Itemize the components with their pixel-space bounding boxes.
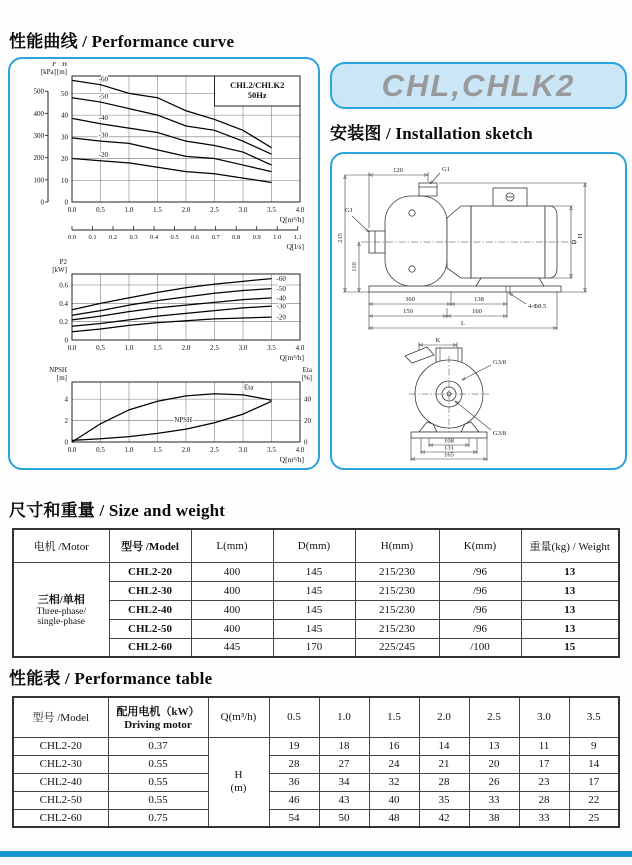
driving-motor-header xyxy=(108,697,208,737)
kw-cell: 0.55 xyxy=(108,755,208,773)
svg-text:Q[l/s]: Q[l/s] xyxy=(286,242,304,251)
svg-text:-50: -50 xyxy=(276,285,286,294)
l-cell: 445 xyxy=(191,638,273,657)
dim-138-label: 138 xyxy=(474,296,484,303)
svg-text:0.7: 0.7 xyxy=(211,234,220,241)
svg-text:0.5: 0.5 xyxy=(96,206,105,214)
svg-text:0: 0 xyxy=(40,198,44,207)
dim-165-label: 165 xyxy=(444,451,454,459)
svg-text:0.5: 0.5 xyxy=(170,234,179,241)
flow-col-header: 3.5 xyxy=(569,697,619,737)
head-value: 50 xyxy=(319,809,369,827)
svg-text:Q[m³/h]: Q[m³/h] xyxy=(279,353,304,362)
motor-type-en2: single-phase xyxy=(37,617,85,628)
svg-text:4.0: 4.0 xyxy=(295,446,305,454)
model-cell: CHL2-40 xyxy=(13,773,108,791)
head-value: 23 xyxy=(519,773,569,791)
svg-text:NPSH: NPSH xyxy=(174,416,193,425)
h-header: H(mm) xyxy=(355,529,439,562)
head-value: 27 xyxy=(319,755,369,773)
svg-text:2.5: 2.5 xyxy=(210,206,219,214)
svg-text:0.0: 0.0 xyxy=(67,446,77,454)
svg-text:40: 40 xyxy=(61,111,68,120)
head-value: 20 xyxy=(469,755,519,773)
svg-text:CHL2/CHLK2: CHL2/CHLK2 xyxy=(230,80,285,90)
installation-sketch-panel xyxy=(330,152,627,470)
svg-text:1.5: 1.5 xyxy=(153,206,162,214)
d-cell: 145 xyxy=(273,619,355,638)
performance-table-heading: 性能表 / Performance table xyxy=(9,669,213,688)
model-header: 型号 /Model xyxy=(13,697,108,737)
svg-text:0.2: 0.2 xyxy=(108,234,118,241)
weight-cell: 15 xyxy=(521,638,619,657)
svg-text:[kPa]: [kPa] xyxy=(40,68,56,76)
flow-col-header: 0.5 xyxy=(269,697,319,737)
svg-text:Eta: Eta xyxy=(302,366,312,374)
svg-text:30: 30 xyxy=(61,133,68,142)
table-header-row xyxy=(13,697,619,737)
svg-text:-30: -30 xyxy=(98,131,109,140)
model-header: 型号 /Model xyxy=(109,529,191,562)
head-unit: (m) xyxy=(230,781,247,794)
model-cell: CHL2-60 xyxy=(13,809,108,827)
head-value: 11 xyxy=(519,737,569,755)
l-cell: 400 xyxy=(191,600,273,619)
weight-header: 重量(kg) / Weight xyxy=(521,529,619,562)
head-value: 36 xyxy=(269,773,319,791)
svg-text:-30: -30 xyxy=(276,302,286,311)
svg-text:3.5: 3.5 xyxy=(267,446,276,454)
svg-text:H: H xyxy=(61,62,67,68)
head-value: 14 xyxy=(419,737,469,755)
svg-text:0.4: 0.4 xyxy=(59,299,68,308)
h-cell: 215/230 xyxy=(355,562,439,581)
head-unit-cell xyxy=(208,737,269,827)
svg-text:0.1: 0.1 xyxy=(88,234,97,241)
dim-D-label: D xyxy=(571,239,578,245)
l-cell: 400 xyxy=(191,581,273,600)
head-value: 34 xyxy=(319,773,369,791)
svg-text:Q[m³/h]: Q[m³/h] xyxy=(279,455,304,464)
svg-text:1.0: 1.0 xyxy=(273,234,282,241)
svg-text:0.8: 0.8 xyxy=(232,234,241,241)
svg-text:1.0: 1.0 xyxy=(124,206,134,214)
svg-text:[kW]: [kW] xyxy=(52,266,67,274)
svg-text:4.0: 4.0 xyxy=(295,206,305,214)
svg-text:40: 40 xyxy=(304,395,311,404)
model-cell: CHL2-50 xyxy=(109,619,191,638)
driving-motor-en: Driving motor xyxy=(124,719,192,732)
k-header: K(mm) xyxy=(439,529,521,562)
head-value: 24 xyxy=(369,755,419,773)
k-cell: /96 xyxy=(439,581,521,600)
head-value: 26 xyxy=(469,773,519,791)
head-value: 43 xyxy=(319,791,369,809)
svg-text:P2: P2 xyxy=(59,258,67,266)
h-cell: 215/230 xyxy=(355,600,439,619)
svg-text:3.5: 3.5 xyxy=(267,344,276,352)
svg-text:[m]: [m] xyxy=(56,68,67,76)
head-value: 46 xyxy=(269,791,319,809)
kw-cell: 0.55 xyxy=(108,773,208,791)
svg-text:2: 2 xyxy=(64,417,68,426)
svg-text:-40: -40 xyxy=(98,114,109,123)
svg-text:Q[m³/h]: Q[m³/h] xyxy=(279,215,304,224)
svg-text:1.0: 1.0 xyxy=(124,446,134,454)
svg-text:0: 0 xyxy=(64,198,68,207)
l-header: L(mm) xyxy=(191,529,273,562)
svg-text:NPSH: NPSH xyxy=(49,366,67,374)
svg-text:0: 0 xyxy=(304,438,308,447)
kw-cell: 0.75 xyxy=(108,809,208,827)
driving-motor-zh: 配用电机（kW） xyxy=(116,706,200,719)
svg-text:2.0: 2.0 xyxy=(181,344,191,352)
performance-table xyxy=(12,696,620,828)
weight-cell: 13 xyxy=(521,581,619,600)
head-value: 28 xyxy=(269,755,319,773)
svg-text:2.0: 2.0 xyxy=(181,446,191,454)
head-value: 25 xyxy=(569,809,619,827)
side-port-label: G1 xyxy=(345,207,353,214)
npsh-eta-chart xyxy=(12,366,314,466)
d-cell: 145 xyxy=(273,581,355,600)
h-cell: 215/230 xyxy=(355,619,439,638)
size-weight-table xyxy=(12,528,620,658)
motor-type-en1: Three-phase/ xyxy=(36,606,87,617)
dim-120-label: 120 xyxy=(393,167,403,174)
table-row xyxy=(13,809,619,827)
d-header: D(mm) xyxy=(273,529,355,562)
table-row xyxy=(13,562,619,581)
model-series-title: CHL,CHLK2 xyxy=(381,67,576,103)
model-cell: CHL2-20 xyxy=(109,562,191,581)
svg-text:0.6: 0.6 xyxy=(191,234,200,241)
svg-text:0: 0 xyxy=(64,336,68,345)
head-value: 21 xyxy=(419,755,469,773)
svg-text:3.5: 3.5 xyxy=(267,206,276,214)
svg-text:20: 20 xyxy=(61,155,68,164)
svg-text:0.0: 0.0 xyxy=(67,234,77,241)
front-view xyxy=(405,337,506,461)
d-cell: 145 xyxy=(273,562,355,581)
svg-text:50Hz: 50Hz xyxy=(247,90,267,100)
l-cell: 400 xyxy=(191,619,273,638)
head-value: 13 xyxy=(469,737,519,755)
installation-sketch-heading: 安装图 / Installation sketch xyxy=(330,124,533,143)
model-cell: CHL2-20 xyxy=(13,737,108,755)
svg-text:2.0: 2.0 xyxy=(181,206,191,214)
dim-110-label: 110 xyxy=(351,262,358,272)
svg-text:0.5: 0.5 xyxy=(96,344,105,352)
head-value: 19 xyxy=(269,737,319,755)
svg-text:3.0: 3.0 xyxy=(238,206,248,214)
model-cell: CHL2-40 xyxy=(109,600,191,619)
table-row xyxy=(13,773,619,791)
d-cell: 170 xyxy=(273,638,355,657)
svg-text:3.0: 3.0 xyxy=(238,446,248,454)
svg-text:-20: -20 xyxy=(276,313,286,322)
svg-text:50: 50 xyxy=(61,89,68,98)
weight-cell: 13 xyxy=(521,600,619,619)
svg-text:0.0: 0.0 xyxy=(67,206,77,214)
svg-text:500: 500 xyxy=(33,87,44,96)
model-cell: CHL2-30 xyxy=(109,581,191,600)
head-value: 42 xyxy=(419,809,469,827)
svg-text:10: 10 xyxy=(61,176,68,185)
dim-H-label: H xyxy=(577,233,584,239)
h-cell: 215/230 xyxy=(355,581,439,600)
performance-curve-heading: 性能曲线 / Performance curve xyxy=(9,32,235,51)
svg-text:100: 100 xyxy=(33,176,44,185)
table-header-row xyxy=(13,529,619,562)
head-value: 28 xyxy=(519,791,569,809)
head-value: 22 xyxy=(569,791,619,809)
dim-360-label: 360 xyxy=(405,296,415,303)
svg-text:0.0: 0.0 xyxy=(67,344,77,352)
head-flow-chart xyxy=(12,62,314,258)
svg-text:3.0: 3.0 xyxy=(238,344,248,352)
model-series-title-box xyxy=(330,62,627,109)
head-value: 17 xyxy=(569,773,619,791)
model-cell: CHL2-60 xyxy=(109,638,191,657)
k-cell: /100 xyxy=(439,638,521,657)
svg-text:400: 400 xyxy=(33,109,44,118)
head-value: 48 xyxy=(369,809,419,827)
l-cell: 400 xyxy=(191,562,273,581)
head-value: 40 xyxy=(369,791,419,809)
model-cell: CHL2-30 xyxy=(13,755,108,773)
installation-sketch-drawing xyxy=(335,158,624,464)
svg-text:300: 300 xyxy=(33,132,44,141)
dim-131-label: 131 xyxy=(444,444,454,452)
head-value: 17 xyxy=(519,755,569,773)
k-cell: /96 xyxy=(439,619,521,638)
port-g38-top-label: G3/8 xyxy=(493,359,506,366)
flow-col-header: 3.0 xyxy=(519,697,569,737)
flow-col-header: 1.0 xyxy=(319,697,369,737)
svg-text:-60: -60 xyxy=(98,75,109,84)
svg-text:0.4: 0.4 xyxy=(150,234,159,241)
performance-curve-panel xyxy=(8,57,320,470)
svg-text:1.5: 1.5 xyxy=(153,344,162,352)
svg-text:Eta: Eta xyxy=(244,383,254,392)
flow-header: Q(m³/h) xyxy=(208,697,269,737)
table-row xyxy=(13,737,619,755)
head-value: 32 xyxy=(369,773,419,791)
model-cell: CHL2-50 xyxy=(13,791,108,809)
head-value: 33 xyxy=(519,809,569,827)
bolt-holes-label: 4-Φ8.5 xyxy=(528,303,547,310)
svg-text:4.0: 4.0 xyxy=(295,344,305,352)
svg-text:-40: -40 xyxy=(276,294,286,303)
svg-text:P: P xyxy=(52,62,56,68)
head-value: 54 xyxy=(269,809,319,827)
flow-col-header: 2.5 xyxy=(469,697,519,737)
head-value: 35 xyxy=(419,791,469,809)
svg-text:-20: -20 xyxy=(98,150,109,159)
svg-text:2.5: 2.5 xyxy=(210,446,219,454)
head-label: H xyxy=(234,768,243,781)
head-value: 28 xyxy=(419,773,469,791)
svg-text:-50: -50 xyxy=(98,92,109,101)
weight-cell: 13 xyxy=(521,619,619,638)
top-port-label: G1 xyxy=(442,166,450,173)
footer-accent-bar xyxy=(0,851,632,857)
svg-text:0.2: 0.2 xyxy=(59,318,68,327)
flow-col-header: 2.0 xyxy=(419,697,469,737)
svg-text:0.9: 0.9 xyxy=(252,234,261,241)
table-row xyxy=(13,755,619,773)
svg-text:200: 200 xyxy=(33,154,44,163)
svg-text:1.5: 1.5 xyxy=(153,446,162,454)
flow-col-header: 1.5 xyxy=(369,697,419,737)
svg-text:0.3: 0.3 xyxy=(129,234,138,241)
power-flow-chart xyxy=(12,258,314,366)
svg-text:0.5: 0.5 xyxy=(96,446,105,454)
kw-cell: 0.55 xyxy=(108,791,208,809)
dim-K-label: K xyxy=(435,337,441,344)
head-value: 9 xyxy=(569,737,619,755)
head-value: 18 xyxy=(319,737,369,755)
dim-L-label: L xyxy=(461,320,465,327)
h-cell: 225/245 xyxy=(355,638,439,657)
kw-cell: 0.37 xyxy=(108,737,208,755)
svg-text:[%]: [%] xyxy=(301,374,312,382)
svg-text:1.0: 1.0 xyxy=(124,344,134,352)
svg-text:0.6: 0.6 xyxy=(59,281,68,290)
svg-text:0: 0 xyxy=(64,438,68,447)
size-weight-heading: 尺寸和重量 / Size and weight xyxy=(9,501,226,520)
svg-text:-60: -60 xyxy=(276,275,286,284)
dim-215-label: 215 xyxy=(337,233,344,243)
head-value: 16 xyxy=(369,737,419,755)
motor-header: 电机 /Motor xyxy=(13,529,109,562)
weight-cell: 13 xyxy=(521,562,619,581)
k-cell: /96 xyxy=(439,600,521,619)
head-value: 38 xyxy=(469,809,519,827)
head-value: 33 xyxy=(469,791,519,809)
port-g38-bottom-label: G3/8 xyxy=(493,430,506,437)
dim-108-label: 108 xyxy=(444,437,454,445)
motor-type-zh: 三相/单相 xyxy=(37,593,85,606)
svg-text:2.5: 2.5 xyxy=(210,344,219,352)
svg-text:20: 20 xyxy=(304,417,311,426)
svg-text:[m]: [m] xyxy=(56,374,67,382)
svg-text:4: 4 xyxy=(64,395,68,404)
head-value: 14 xyxy=(569,755,619,773)
table-row xyxy=(13,791,619,809)
dim-150-label: 150 xyxy=(403,308,413,315)
svg-text:1.1: 1.1 xyxy=(293,234,302,241)
d-cell: 145 xyxy=(273,600,355,619)
side-view xyxy=(337,166,587,330)
motor-type-cell xyxy=(13,562,109,657)
k-cell: /96 xyxy=(439,562,521,581)
dim-160-label: 160 xyxy=(472,308,482,315)
